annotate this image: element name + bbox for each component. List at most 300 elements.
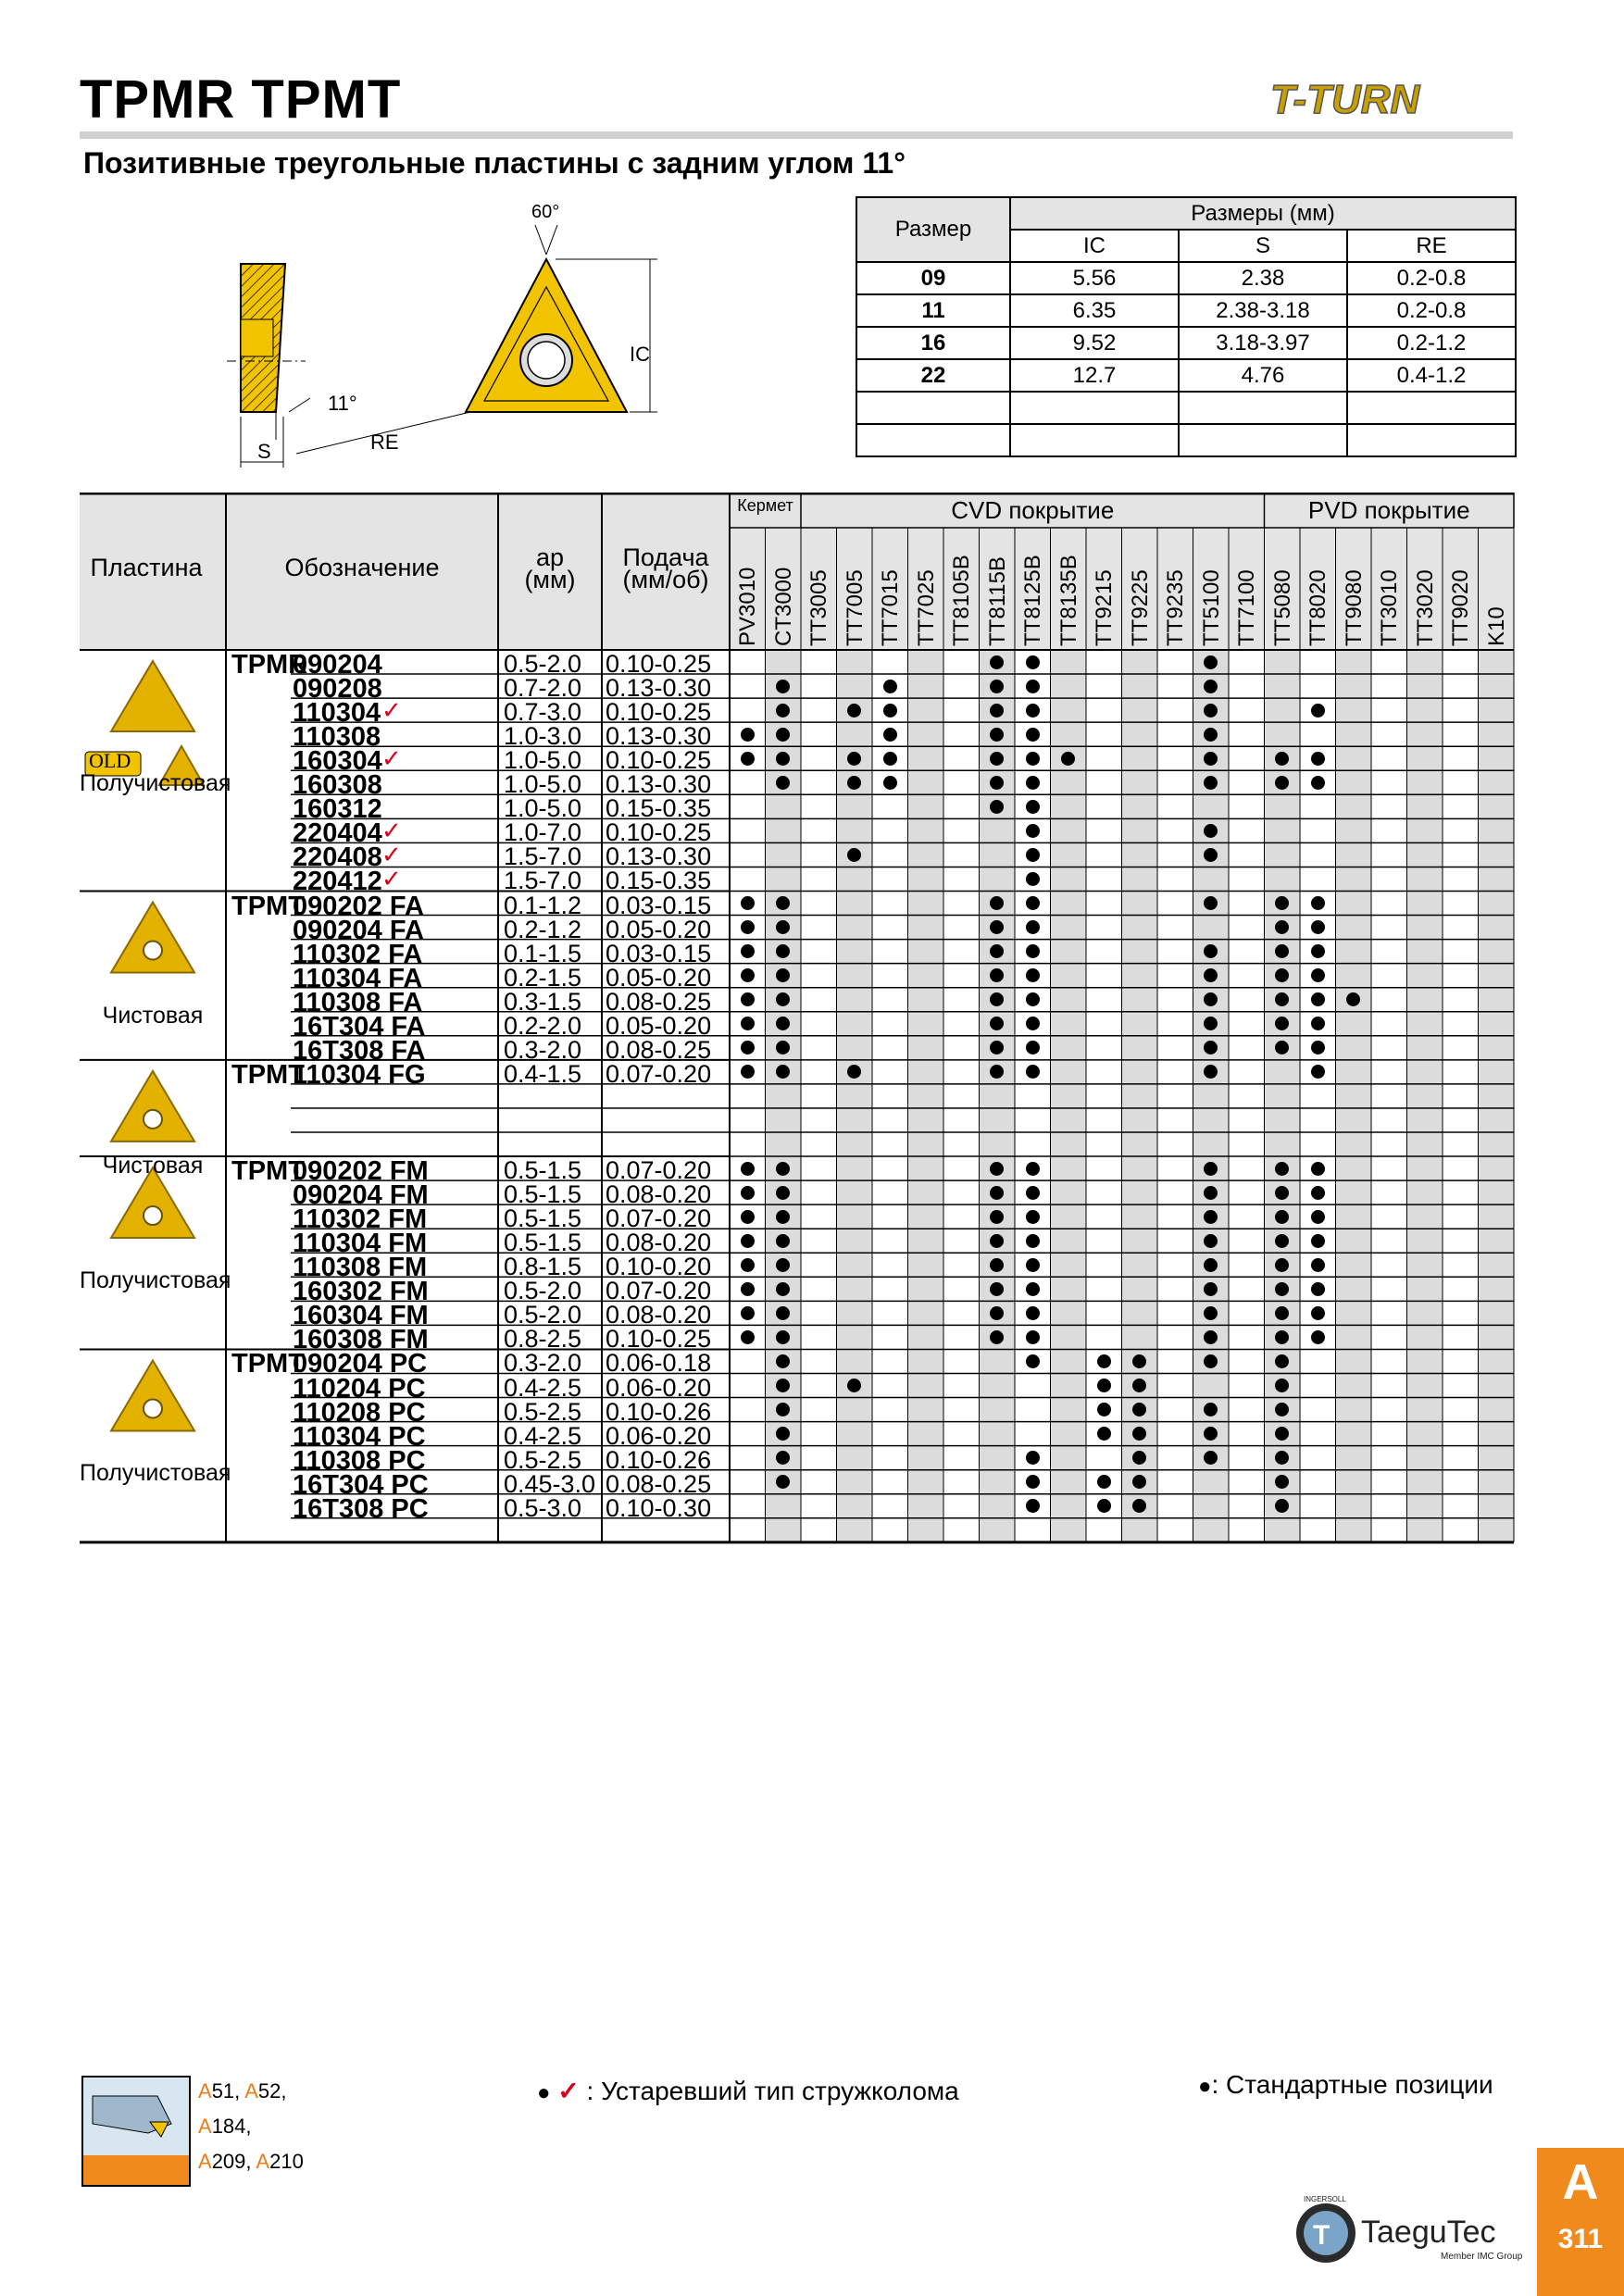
insert-prefix: TPMT: [231, 1156, 305, 1187]
standard-dot-tt9215: [1097, 1354, 1111, 1368]
standard-dot-tt7015: [883, 752, 897, 766]
insert-code: 090208: [293, 674, 382, 705]
standard-dot-tt8115b: [990, 1234, 1004, 1248]
standard-dot-tt8020: [1311, 1162, 1325, 1176]
standard-dot-ct3000: [776, 1282, 790, 1296]
feed-value: 0.13-0.30: [606, 674, 712, 703]
ap-value: 1.0-5.0: [504, 794, 582, 823]
standard-dot-tt5100: [1204, 1162, 1218, 1176]
standard-dot-tt8125b: [1026, 1162, 1040, 1176]
standard-dot-tt8115b: [990, 1186, 1004, 1200]
standard-dot-pv3010: [741, 920, 755, 934]
standard-dot-tt8020: [1311, 1041, 1325, 1054]
grade-header-tt7025: TT7025: [913, 569, 939, 646]
dim-value-cell: 2.38: [1179, 262, 1347, 294]
standard-dot-pv3010: [741, 752, 755, 766]
insert-code: 110302 FM: [293, 1204, 428, 1235]
ap-value: 0.7-2.0: [504, 674, 582, 703]
ap-value: 0.5-2.5: [504, 1445, 582, 1474]
standard-dot-tt5100: [1204, 1210, 1218, 1224]
grade-column-shade: [1051, 650, 1087, 1542]
standard-dot-tt8020: [1311, 992, 1325, 1006]
ap-value: 0.4-2.5: [504, 1421, 582, 1450]
grade-header-tt5080: TT5080: [1269, 569, 1295, 646]
standard-dot-tt8125b: [1026, 1354, 1040, 1368]
standard-dot-tt8125b: [1026, 848, 1040, 862]
grade-header-tt9020: TT9020: [1448, 569, 1473, 646]
standard-dot-tt8020: [1311, 896, 1325, 910]
grade-column-shade: [1479, 650, 1515, 1542]
standard-dot-tt8125b: [1026, 1210, 1040, 1224]
dim-row: [856, 392, 1516, 424]
grade-header-tt5100: TT5100: [1198, 569, 1224, 646]
insert-code: 110304 FG: [293, 1059, 426, 1090]
feed-value: 0.06-0.18: [606, 1349, 712, 1378]
ap-value: 0.45-3.0: [504, 1469, 596, 1498]
feed-value: 0.10-0.25: [606, 746, 712, 775]
standard-dot-ct3000: [776, 752, 790, 766]
standard-dot-tt5100: [1204, 704, 1218, 718]
insert-description: Получистовая: [80, 770, 231, 796]
ap-value: 1.0-5.0: [504, 770, 582, 799]
ap-value: 1.5-7.0: [504, 842, 582, 871]
feed-value: 0.10-0.25: [606, 698, 712, 727]
page-ref-line: [198, 2079, 286, 2103]
standard-dot-pv3010: [741, 1258, 755, 1272]
size-header: Размер: [856, 197, 1010, 262]
ap-value: 0.2-1.5: [504, 963, 582, 992]
s-dim-label: S: [257, 440, 271, 463]
grade-header-tt8115b: TT8115B: [984, 556, 1010, 646]
page-ref-number: ,: [281, 2079, 287, 2103]
grade-header-tt8135b: TT8135B: [1056, 555, 1081, 646]
insert-code: 110204 PC: [293, 1373, 426, 1404]
dim-value-cell: 9.52: [1010, 327, 1179, 359]
standard-dot-ct3000: [776, 728, 790, 742]
ap-value: 0.2-2.0: [504, 1011, 582, 1040]
standard-dot-tt7015: [883, 776, 897, 790]
standard-dot-tt8115b: [990, 1210, 1004, 1224]
standard-dot-tt5080: [1275, 1258, 1289, 1272]
feed-value: 0.13-0.30: [606, 770, 712, 799]
grade-header-tt9235: TT9235: [1163, 569, 1188, 646]
standard-dot-tt5100: [1204, 1234, 1218, 1248]
page-ref-prefix: A: [244, 2079, 258, 2103]
company-name: TaeguTec: [1361, 2215, 1496, 2250]
standard-dot-tt9215: [1097, 1403, 1111, 1416]
feed-value: 0.15-0.35: [606, 794, 712, 823]
insert-description: Чистовая: [102, 1152, 204, 1179]
standard-dot-ct3000: [776, 776, 790, 790]
standard-dot-tt8125b: [1026, 920, 1040, 934]
ap-value: 0.5-2.0: [504, 1301, 582, 1329]
feed-value: 0.05-0.20: [606, 1011, 712, 1040]
grade-header-tt3010: TT3010: [1377, 569, 1402, 646]
dim-value-cell: 0.2-0.8: [1347, 294, 1516, 327]
standard-dot-tt8020: [1311, 1186, 1325, 1200]
standard-dot-tt8125b: [1026, 776, 1040, 790]
standard-dot-tt7015: [883, 680, 897, 693]
standard-dot-tt8115b: [990, 680, 1004, 693]
standard-dot-tt8125b: [1026, 800, 1040, 814]
standard-dot-tt5080: [1275, 1186, 1289, 1200]
grade-header-tt7015: TT7015: [878, 569, 903, 646]
dim-value-cell: [1010, 424, 1179, 456]
grade-header-ct3000: CT3000: [770, 567, 796, 646]
feed-value: 0.13-0.30: [606, 842, 712, 871]
standard-dot-ct3000: [776, 1234, 790, 1248]
ap-value: 0.5-1.5: [504, 1229, 582, 1257]
dim-col-s: S: [1179, 230, 1347, 262]
ap-value: 0.5-2.5: [504, 1397, 582, 1426]
feed-value: 0.03-0.15: [606, 939, 712, 967]
ap-value: 1.0-3.0: [504, 722, 582, 751]
page-subtitle: Позитивные треугольные пластины с задним углом 11°: [83, 146, 906, 180]
page-ref-number: 184: [211, 2115, 246, 2138]
checkmark-icon: ✓: [381, 696, 402, 725]
standard-dot-pv3010: [741, 1210, 755, 1224]
page-title: TPMR TPMT: [80, 69, 402, 130]
tturn-logo: [1267, 72, 1515, 131]
standard-dot-ct3000: [776, 704, 790, 718]
standard-dot-pv3010: [741, 1186, 755, 1200]
ap-value: 0.3-2.0: [504, 1349, 582, 1378]
standard-dot-tt9215: [1097, 1427, 1111, 1441]
col-header-designation: Обозначение: [284, 554, 440, 581]
grade-header-tt7100: TT7100: [1234, 569, 1259, 646]
insert-code: 110302 FA: [293, 939, 423, 969]
insert-code: 110308: [293, 722, 381, 753]
standard-dot-tt8125b: [1026, 728, 1040, 742]
insert-code: 160308: [293, 770, 382, 801]
col-header-feed: Подача (мм/об): [622, 543, 709, 593]
standard-dot-tt5100: [1204, 680, 1218, 693]
standard-dot-tt5080: [1275, 752, 1289, 766]
title-rule: [80, 131, 1513, 139]
feed-value: 0.10-0.25: [606, 818, 712, 847]
standard-dot-tt8125b: [1026, 1451, 1040, 1465]
standard-dot-tt5100: [1204, 1282, 1218, 1296]
insert-code: 16T308 FA: [293, 1035, 426, 1066]
standard-dot-tt5080: [1275, 1162, 1289, 1176]
standard-dot-pv3010: [741, 992, 755, 1006]
ap-value: 0.5-3.0: [504, 1493, 582, 1522]
dim-row: [856, 424, 1516, 456]
feed-value: 0.03-0.15: [606, 891, 712, 919]
ap-value: 0.2-1.2: [504, 915, 582, 943]
clearance-angle-label: 11°: [328, 392, 357, 415]
standard-dot-pv3010: [741, 1306, 755, 1320]
dim-value-cell: 12.7: [1010, 359, 1179, 392]
checkmark-icon: ✓: [381, 817, 402, 845]
insert-code: 090204 FA: [293, 915, 424, 945]
insert-code: 110304 FM: [293, 1229, 428, 1259]
standard-dot-tt8020: [1311, 968, 1325, 982]
standard-dot-tt8020: [1311, 944, 1325, 958]
insert-code: 160308 FM: [293, 1325, 429, 1355]
standard-dot-ct3000: [776, 1186, 790, 1200]
feed-value: 0.10-0.25: [606, 650, 712, 678]
ap-value: 0.5-1.5: [504, 1204, 582, 1233]
standard-dot-tt8125b: [1026, 704, 1040, 718]
tpmr-insert-icon: [111, 661, 194, 731]
standard-dot-tt8125b: [1026, 992, 1040, 1006]
feed-value: 0.08-0.25: [606, 1469, 712, 1498]
insert-code: 110308 FA: [293, 987, 423, 1017]
standard-dot-tt5080: [1275, 1234, 1289, 1248]
ic-dim-label: IC: [630, 343, 650, 366]
svg-text:T-TURN: T-TURN: [1270, 77, 1420, 122]
standard-dot-tt8125b: [1026, 1017, 1040, 1030]
insert-prefix: TPMR: [231, 650, 308, 680]
standard-dot-tt5080: [1275, 776, 1289, 790]
insert-description: Получистовая: [80, 1460, 231, 1487]
standard-dot-pv3010: [741, 896, 755, 910]
page-ref-number: 52: [257, 2079, 281, 2103]
company-member: Member IMC Group: [1441, 2252, 1523, 2262]
standard-dot-tt9215: [1097, 1475, 1111, 1489]
standard-dot-tt8020: [1311, 704, 1325, 718]
taegutec-logo: [1289, 2194, 1530, 2273]
insert-code: 110304: [293, 698, 381, 729]
standard-dot-pv3010: [741, 728, 755, 742]
dim-value-cell: 6.35: [1010, 294, 1179, 327]
standard-dot-tt5100: [1204, 1258, 1218, 1272]
standard-dot-tt8115b: [990, 655, 1004, 669]
standard-dot-tt8020: [1311, 1306, 1325, 1320]
insert-code: 160302 FM: [293, 1277, 429, 1307]
dim-size-cell: 09: [856, 262, 1010, 294]
standard-dot-tt8125b: [1026, 872, 1040, 886]
dim-value-cell: 2.38-3.18: [1179, 294, 1347, 327]
grade-header-tt7005: TT7005: [842, 569, 868, 646]
ap-value: 0.8-2.5: [504, 1325, 582, 1354]
standard-dot-tt8125b: [1026, 944, 1040, 958]
standard-dot-tt9215: [1097, 1379, 1111, 1392]
ap-value: 0.4-2.5: [504, 1373, 582, 1402]
insert-code: 110308 PC: [293, 1445, 426, 1476]
ap-value: 0.3-2.0: [504, 1035, 582, 1064]
tpmt-fa-insert-icon: [111, 903, 194, 973]
standard-dot-tt8115b: [990, 1282, 1004, 1296]
standard-dot-tt8135b: [1061, 752, 1075, 766]
grade-header-tt3020: TT3020: [1412, 569, 1438, 646]
insert-code: 220412: [293, 867, 382, 897]
dim-value-cell: 0.2-1.2: [1347, 327, 1516, 359]
feed-value: 0.10-0.30: [606, 1493, 712, 1522]
checkmark-icon: ✓: [381, 865, 402, 893]
page-ref-number: 209: [211, 2150, 246, 2173]
standard-dot-tt7005: [847, 704, 861, 718]
feed-value: 0.07-0.20: [606, 1059, 712, 1088]
grade-header-tt9215: TT9215: [1092, 569, 1117, 646]
page-ref-prefix: A: [198, 2079, 212, 2103]
dim-size-cell: 16: [856, 327, 1010, 359]
old-badge-text: OLD: [89, 749, 131, 772]
company-badge: INGERSOLL: [1304, 2195, 1346, 2203]
dim-size-cell: [856, 424, 1010, 456]
standard-dot-tt8115b: [990, 1162, 1004, 1176]
standard-dot-tt8125b: [1026, 824, 1040, 838]
standard-dot-tt8115b: [990, 728, 1004, 742]
standard-dot-pv3010: [741, 944, 755, 958]
standard-dot-tt8020: [1311, 1234, 1325, 1248]
insert-code: 090204 FM: [293, 1180, 429, 1211]
dim-col-ic: IC: [1010, 230, 1179, 262]
ap-value: 0.5-2.0: [504, 1277, 582, 1305]
angle-60-label: 60°: [531, 202, 560, 222]
standard-dot-tt5100: [1204, 776, 1218, 790]
insert-description: Чистовая: [102, 1002, 204, 1029]
grade-header-tt8125b: TT8125B: [1020, 555, 1045, 646]
grade-header-pv3010: PV3010: [735, 567, 760, 646]
standard-dot-tt5080: [1275, 1282, 1289, 1296]
insert-code: 110304 FA: [293, 963, 423, 993]
standard-dot-tt7015: [883, 728, 897, 742]
standard-dot-tt8125b: [1026, 680, 1040, 693]
ap-value: 1.0-7.0: [504, 818, 582, 847]
feed-value: 0.10-0.26: [606, 1397, 712, 1426]
legend-obsolete: ● ✓ : Устаревший тип стружколома: [537, 2077, 959, 2105]
standard-dot-tt5080: [1275, 1210, 1289, 1224]
svg-text:T: T: [1313, 2220, 1330, 2251]
feed-value: 0.08-0.25: [606, 987, 712, 1016]
feed-value: 0.10-0.26: [606, 1445, 712, 1474]
ap-value: 0.5-1.5: [504, 1180, 582, 1209]
grade-header-tt9225: TT9225: [1127, 569, 1153, 646]
standard-dot-pv3010: [741, 1041, 755, 1054]
tpmt-fg-insert-icon: [111, 1071, 194, 1142]
standard-dot-pv3010: [741, 1162, 755, 1176]
feed-value: 0.13-0.30: [606, 722, 712, 751]
insert-prefix: TPMT: [231, 891, 305, 921]
feed-value: 0.08-0.20: [606, 1180, 712, 1209]
grade-group-label: Кермет: [737, 496, 793, 515]
checkmark-icon: ✓: [381, 744, 402, 773]
dimensions-table: [856, 196, 1517, 457]
dim-value-cell: 4.76: [1179, 359, 1347, 392]
standard-dot-tt8125b: [1026, 1306, 1040, 1320]
dim-row: [856, 294, 1516, 327]
standard-dot-tt8125b: [1026, 1330, 1040, 1344]
insert-code: 220408: [293, 842, 382, 873]
feed-value: 0.05-0.20: [606, 963, 712, 992]
standard-dot-tt8020: [1311, 1330, 1325, 1344]
checkmark-icon: ✓: [550, 2077, 580, 2105]
feed-value: 0.06-0.20: [606, 1373, 712, 1402]
feed-value: 0.05-0.20: [606, 915, 712, 943]
standard-dot-tt7015: [883, 704, 897, 718]
dim-size-cell: 11: [856, 294, 1010, 327]
standard-dot-pv3010: [741, 968, 755, 982]
standard-dot-pv3010: [741, 1017, 755, 1030]
insert-description: Получистовая: [80, 1267, 231, 1294]
feed-value: 0.10-0.25: [606, 1325, 712, 1354]
ap-value: 0.8-1.5: [504, 1253, 582, 1281]
grade-header-tt9080: TT9080: [1341, 569, 1367, 646]
page-ref-prefix: A: [256, 2150, 270, 2173]
insert-prefix: TPMT: [231, 1349, 305, 1379]
dim-size-cell: [856, 392, 1010, 424]
toolholder-ref-icon: [81, 2076, 191, 2187]
standard-dot-tt5100: [1204, 728, 1218, 742]
ap-value: 0.1-1.2: [504, 891, 582, 919]
insert-code: 090202 FM: [293, 1156, 429, 1187]
standard-dot-tt5100: [1204, 1186, 1218, 1200]
page-ref-number: ,: [245, 2150, 256, 2173]
standard-dot-tt8125b: [1026, 1258, 1040, 1272]
grade-group-label: CVD покрытие: [951, 496, 1115, 524]
standard-dot-tt8125b: [1026, 896, 1040, 910]
standard-dot-tt8125b: [1026, 752, 1040, 766]
ap-value: 1.5-7.0: [504, 867, 582, 895]
standard-dot-tt7005: [847, 752, 861, 766]
feed-value: 0.06-0.20: [606, 1421, 712, 1450]
insert-code: 090204: [293, 650, 382, 680]
grade-column-shade: [1336, 650, 1372, 1542]
insert-code: 160304 FM: [293, 1301, 429, 1331]
col-header-insert: Пластина: [90, 554, 203, 581]
grade-column-shade: [908, 650, 944, 1542]
dim-row: [856, 262, 1516, 294]
dim-value-cell: [1179, 424, 1347, 456]
insert-code: 220404: [293, 818, 382, 849]
ap-value: 0.4-1.5: [504, 1059, 582, 1088]
insert-geometry-diagram: [222, 190, 667, 486]
page-letter: A: [1562, 2154, 1599, 2210]
page-ref-number: 210: [269, 2150, 304, 2173]
insert-code: 16T308 PC: [293, 1493, 429, 1524]
re-dim-label: RE: [370, 430, 399, 454]
ap-value: 0.5-2.0: [504, 650, 582, 678]
feed-value: 0.08-0.20: [606, 1229, 712, 1257]
dim-value-cell: 0.4-1.2: [1347, 359, 1516, 392]
standard-dot-tt8125b: [1026, 968, 1040, 982]
grade-header-tt8105b: TT8105B: [949, 555, 974, 646]
grade-header-tt8020: TT8020: [1305, 569, 1330, 646]
dim-size-cell: 22: [856, 359, 1010, 392]
ap-value: 0.1-1.5: [504, 939, 582, 967]
ap-value: 1.0-5.0: [504, 746, 582, 775]
standard-dot-tt8125b: [1026, 1499, 1040, 1513]
standard-dot-tt8125b: [1026, 1282, 1040, 1296]
insert-code: 16T304 FA: [293, 1011, 426, 1042]
page-ref-number: 51: [211, 2079, 235, 2103]
dim-col-re: RE: [1347, 230, 1516, 262]
insert-code: 160312: [293, 794, 382, 825]
standard-dot-tt9215: [1097, 1499, 1111, 1513]
grade-column-shade: [1407, 650, 1443, 1542]
dim-value-cell: [1347, 392, 1516, 424]
standard-dot-tt8020: [1311, 1258, 1325, 1272]
standard-dot-ct3000: [776, 1162, 790, 1176]
feed-value: 0.15-0.35: [606, 867, 712, 895]
dim-value-cell: [1347, 424, 1516, 456]
standard-dot-pv3010: [741, 1282, 755, 1296]
standard-dot-ct3000: [776, 1210, 790, 1224]
feed-value: 0.07-0.20: [606, 1277, 712, 1305]
standard-dot-tt8020: [1311, 1210, 1325, 1224]
standard-dot-tt8020: [1311, 776, 1325, 790]
checkmark-icon: ✓: [381, 841, 402, 869]
grade-header-k10: K10: [1483, 606, 1509, 646]
standard-dot-tt8020: [1311, 1017, 1325, 1030]
page-ref-prefix: A: [198, 2150, 212, 2173]
standard-dot-pv3010: [741, 1234, 755, 1248]
insert-code: 110308 FM: [293, 1253, 428, 1283]
insert-prefix: TPMT: [231, 1059, 305, 1090]
dim-value-cell: [1179, 392, 1347, 424]
